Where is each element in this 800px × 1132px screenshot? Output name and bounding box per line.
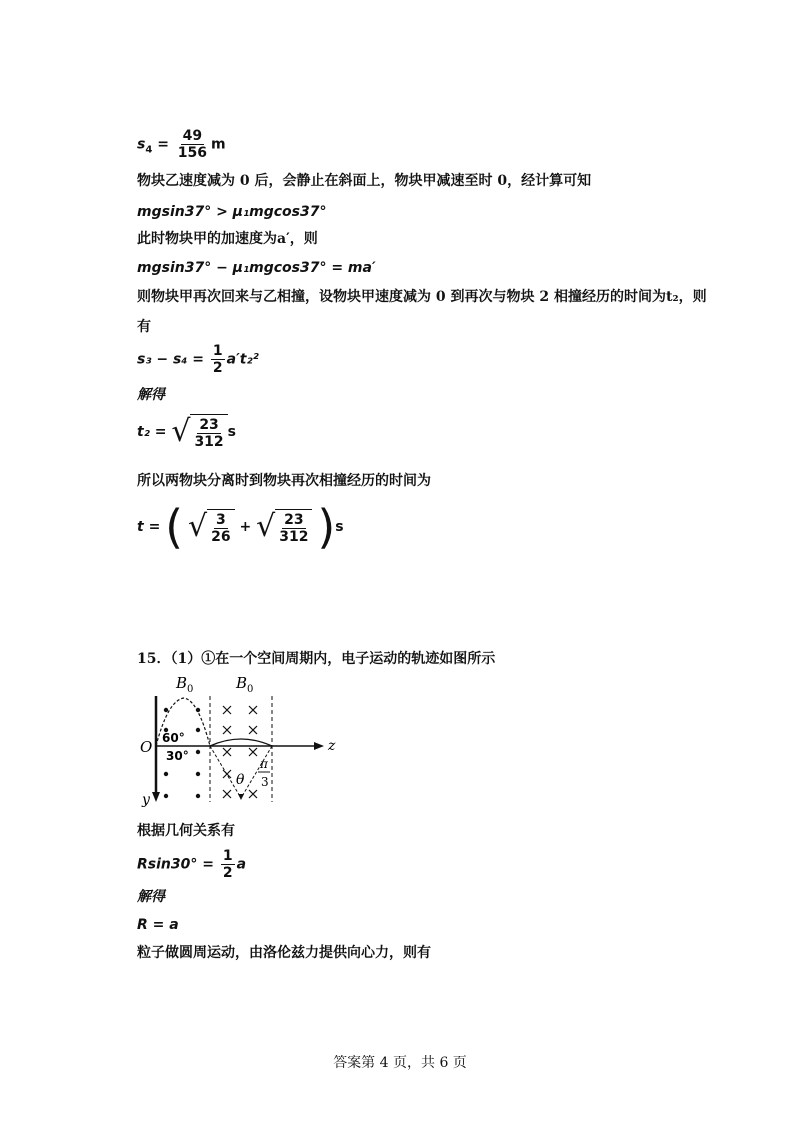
question-15-heading: 15．（1）①在一个空间周期内，电子运动的轨迹如图所示 — [137, 651, 496, 667]
angle-30-label: 30° — [166, 749, 189, 763]
z-axis-arrow — [314, 742, 324, 750]
paragraph-text: 粒子做圆周运动，由洛伦兹力提供向心力，则有 — [137, 945, 431, 961]
fraction: $\frac{49}{156}$ — [177, 128, 208, 161]
fraction: $\frac{23}{312}$ — [194, 417, 224, 450]
left-paren: ( — [165, 500, 184, 554]
equation-t2: t₂ = √ $\frac{23}{312}$ s — [137, 414, 237, 450]
b0-left-label: B — [176, 674, 188, 692]
equation-radius: R = a — [137, 917, 179, 933]
pi-denominator: 3 — [261, 775, 269, 789]
y-axis-label: y — [142, 792, 150, 808]
paragraph-text: 则物块甲再次回来与乙相撞，设物块甲速度减为 0 到再次与物块 2 相撞经历的时间为t₂，则 — [137, 289, 707, 305]
y-axis-arrow — [152, 792, 160, 802]
origin-label: O — [140, 738, 153, 756]
b0-left-sub: 0 — [187, 684, 194, 695]
fraction: $\frac{1}{2}$ — [222, 848, 233, 881]
trajectory-right-arc — [210, 739, 272, 746]
trajectory-diagram — [128, 670, 348, 810]
paragraph-text: 根据几何关系有 — [137, 823, 235, 839]
b0-right-sub: 0 — [247, 684, 254, 695]
angle-60-label: 60° — [162, 731, 185, 745]
fraction: $\frac{3}{26}$ — [211, 512, 231, 545]
sqrt-symbol: √ $\frac{23}{312}$ — [171, 414, 227, 450]
equation-total-time: t = ( √ $\frac{3}{26}$ + √ $\frac{23}{312}$ )s — [137, 500, 344, 554]
pi-numerator: π — [260, 757, 268, 771]
theta-label: θ — [236, 772, 245, 788]
equation-kinematics: s₃ − s₄ = $\frac{1}{2}$ a′t₂² — [137, 343, 259, 376]
equation-geometry: Rsin30° = $\frac{1}{2}$ a — [137, 848, 247, 881]
paragraph-text: 有 — [137, 319, 151, 335]
solve-label: 解得 — [137, 387, 165, 403]
solve-label: 解得 — [137, 889, 165, 905]
arrow-icon — [238, 794, 244, 800]
sqrt-symbol: √ $\frac{23}{312}$ — [256, 509, 312, 545]
equation-newton: mgsin37° − μ₁mgcos37° = ma′ — [137, 260, 376, 276]
paragraph-text: 所以两物块分离时到物块再次相撞经历的时间为 — [137, 473, 431, 489]
paragraph-text: 物块乙速度减为 0 后，会静止在斜面上，物块甲减速至时 0，经计算可知 — [137, 173, 592, 189]
paragraph-text: 此时物块甲的加速度为a′，则 — [137, 231, 318, 247]
right-paren: ) — [317, 500, 336, 554]
sqrt-symbol: √ $\frac{3}{26}$ — [188, 509, 235, 545]
equation-s4: $s_4$ = $\frac{49}{156}$ m — [137, 128, 226, 161]
z-axis-label: z — [328, 738, 336, 754]
page-footer: 答案第 4 页，共 6 页 — [333, 1055, 467, 1071]
fraction: $\frac{1}{2}$ — [212, 343, 223, 376]
b0-right-label: B — [236, 674, 248, 692]
equation-inequality: mgsin37° > μ₁mgcos37° — [137, 204, 327, 220]
fraction: $\frac{23}{312}$ — [279, 512, 309, 545]
